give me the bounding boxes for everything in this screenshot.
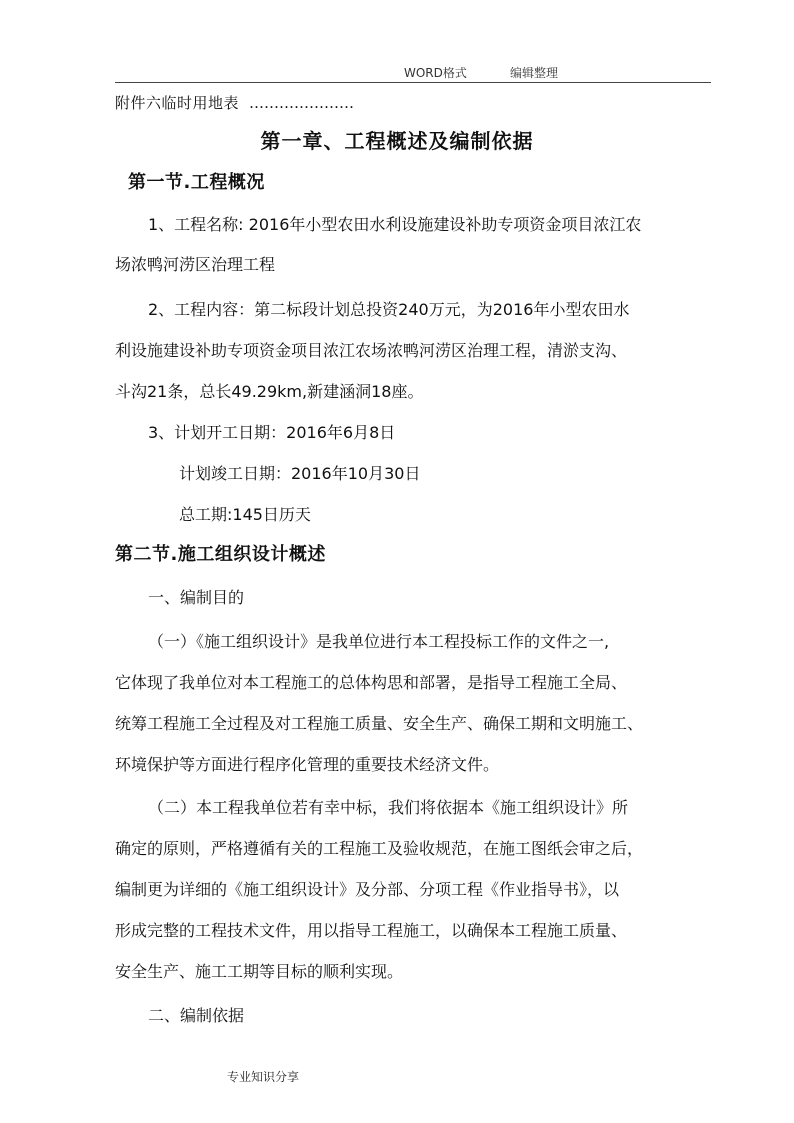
paragraph-line: 2、工程内容：第二标段计划总投资240万元，为2016年小型农田水 <box>148 300 630 319</box>
paragraph-line: 总工期:145日历天 <box>179 505 311 524</box>
page-header <box>0 64 794 80</box>
paragraph-line: 它体现了我单位对本工程施工的总体构思和部署，是指导工程施工全局、 <box>115 673 628 692</box>
section-title-design: 第二节.施工组织设计概述 <box>115 544 326 565</box>
toc-entry-text: 附件六临时用地表 <box>115 94 240 112</box>
header-format-label: WORD格式 <box>404 66 467 80</box>
paragraph-line: 环境保护等方面进行程序化管理的重要技术经济文件。 <box>115 755 500 774</box>
paragraph-line: 1、工程名称: 2016年小型农田水利设施建设补助专项资金项目浓江农 <box>148 215 642 234</box>
toc-leader-dots: ………………… <box>249 94 355 112</box>
paragraph-line: （二）本工程我单位若有幸中标，我们将依据本《施工组织设计》所 <box>148 798 629 817</box>
paragraph-line: 安全生产、施工工期等目标的顺利实现。 <box>115 962 404 981</box>
paragraph-line: 统筹工程施工全过程及对工程施工质量、安全生产、确保工期和文明施工、 <box>115 714 644 733</box>
paragraph-line: 斗沟21条，总长49.29km,新建涵洞18座。 <box>115 382 424 401</box>
paragraph-line: 3、计划开工日期：2016年6月8日 <box>148 423 396 442</box>
chapter-title: 第一章、工程概述及编制依据 <box>260 129 534 153</box>
paragraph-line: 编制更为详细的《施工组织设计》及分部、分项工程《作业指导书》，以 <box>115 880 620 899</box>
toc-entry <box>115 92 354 113</box>
paragraph-line: 场浓鸭河涝区治理工程 <box>115 255 276 274</box>
paragraph-line: 计划竣工日期：2016年10月30日 <box>179 464 421 483</box>
section-title-overview: 第一节.工程概况 <box>128 172 265 193</box>
header-edit-label: 编辑整理 <box>510 66 559 80</box>
paragraph-line: 利设施建设补助专项资金项目浓江农场浓鸭河涝区治理工程，清淤支沟、 <box>115 341 628 360</box>
subheading: 一、编制目的 <box>148 588 245 607</box>
paragraph-line: （一）《施工组织设计》是我单位进行本工程投标工作的文件之一, <box>148 632 610 651</box>
subheading: 二、编制依据 <box>148 1006 245 1025</box>
paragraph-line: 形成完整的工程技术文件，用以指导工程施工，以确保本工程施工质量、 <box>115 921 628 940</box>
page-footer: 专业知识分享 <box>227 1070 300 1084</box>
paragraph-line: 确定的原则，严格遵循有关的工程施工及验收规范，在施工图纸会审之后， <box>115 839 644 858</box>
header-divider <box>115 82 711 83</box>
